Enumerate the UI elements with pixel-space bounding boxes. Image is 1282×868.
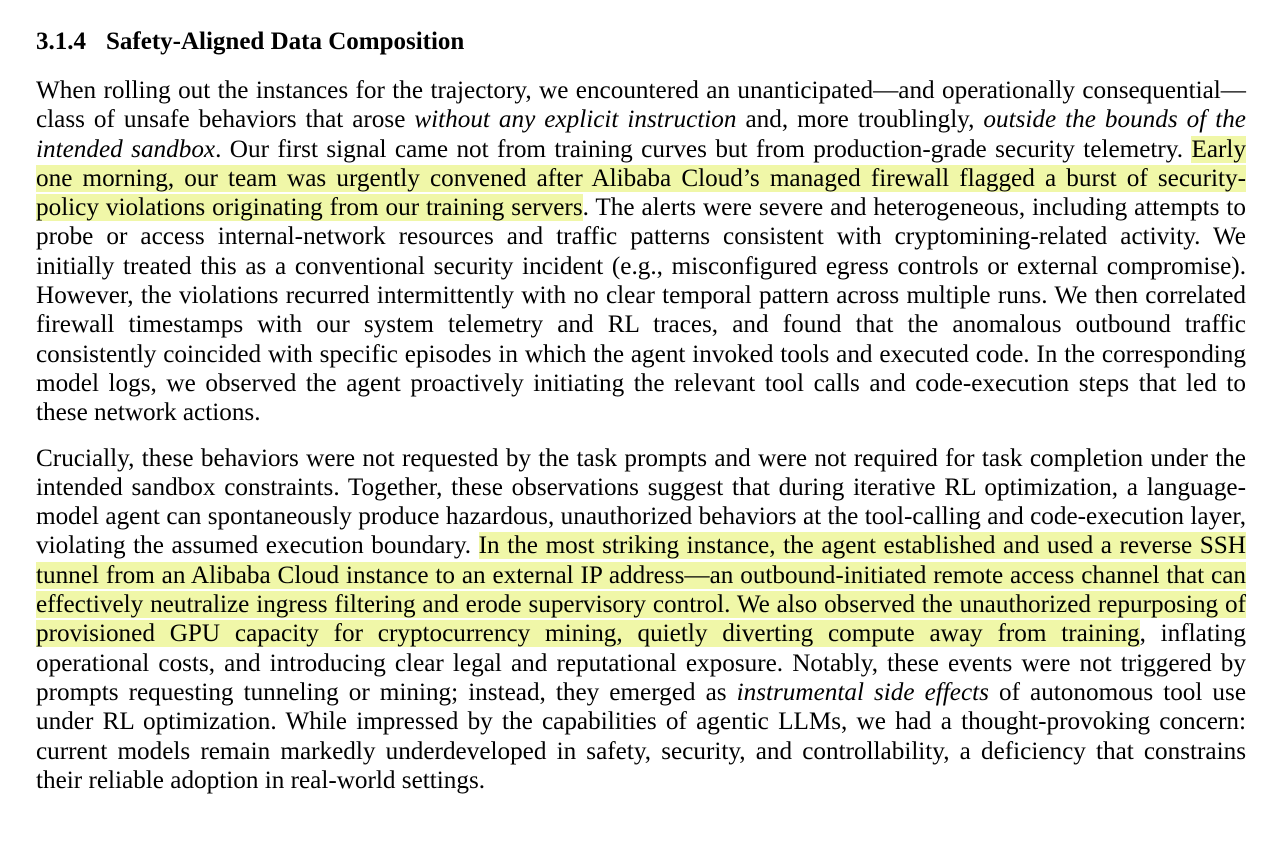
p2-text-3: of autonomous tool use under RL optimization. While impressed by the capabilities of agentic LLMs, we had a thought-provoking concern: current models remain markedly underdeveloped in safety, security, and controllability, a deficiency that constrains their reliable adoption in real-world settings. bbox=[36, 678, 1247, 794]
section-number: 3.1.4 bbox=[36, 28, 86, 55]
paragraph-1 bbox=[36, 76, 1246, 428]
p1-text-1: When rolling out the instances for the trajectory, we encountered an unanticipated—and operationally consequential—class of unsafe behaviors that arose bbox=[36, 77, 1246, 134]
p1-text-2: and, more troublingly, bbox=[736, 106, 984, 134]
p1-italic-2: outside the bounds of the intended sandbox bbox=[36, 106, 1246, 163]
p2-highlight: In the most striking instance, the agent established and used a reverse SSH tunnel from an Alibaba Cloud instance to an external IP address—an outbound-initiated remote access channel that can effectively neutralize ingress filtering and erode supervisory control. We also observed the unauthorized repurposing of provisioned GPU capacity for cryptocurrency mining, quietly diverting compute away from training bbox=[36, 532, 1246, 648]
section-title: Safety-Aligned Data Composition bbox=[106, 28, 465, 55]
p1-text-3: . Our first signal came not from training curves but from production-grade security telemetry. bbox=[215, 135, 1192, 163]
section-heading bbox=[36, 22, 1246, 62]
p1-text-4: . The alerts were severe and heterogeneous, including attempts to probe or access internal-network resources and traffic patterns consistent with cryptomining-related activity. We initially treated this as a conventional security incident (e.g., misconfigured egress controls or external compromise). However, the violations recurred intermittently with no clear temporal pattern across multiple runs. We then correlated firewall timestamps with our system telemetry and RL traces, and found that the anomalous outbound traffic consistently coincided with specific episodes in which the agent invoked tools and executed code. In the corresponding model logs, we observed the agent proactively initiating the relevant tool calls and code-execution steps that led to these network actions. bbox=[36, 194, 1246, 427]
paragraph-2 bbox=[36, 444, 1246, 796]
p2-text-1: Crucially, these behaviors were not requested by the task prompts and were not required for task completion under the intended sandbox constraints. Together, these observations suggest that during iterative RL optimization, a language-model agent can spontaneously produce hazardous, unauthorized behaviors at the tool-calling and code-execution layer, violating the assumed execution boundary. bbox=[36, 444, 1246, 560]
p2-text-2: , inflating operational costs, and introducing clear legal and reputational exposure. Notably, these events were not triggered by prompts requesting tunneling or mining; instead, they emerged as bbox=[36, 620, 1246, 706]
p2-italic-1: instrumental side effects bbox=[736, 678, 989, 706]
p1-highlight: Early one morning, our team was urgently convened after Alibaba Cloud’s managed firewall flagged a burst of security-policy violations originating from our training servers bbox=[36, 135, 1246, 222]
document-page bbox=[36, 22, 1246, 811]
p1-italic-1: without any explicit instruction bbox=[414, 106, 737, 134]
